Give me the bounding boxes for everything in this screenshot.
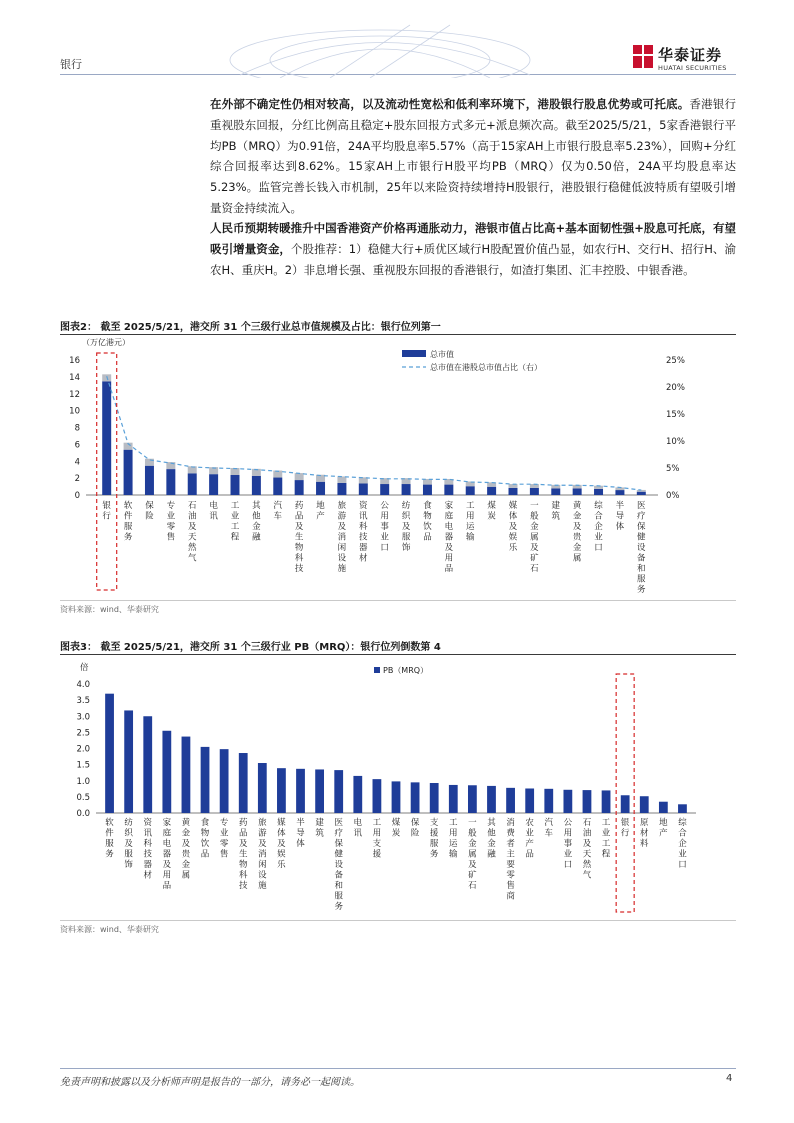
bar-pb [315,769,324,813]
x-tick-label: 一般金属及矿石 [468,818,477,891]
x-tick-label: 半导体 [296,818,305,849]
bar-total-market-cap [487,487,496,495]
y-tick-left-label: 4 [74,457,80,468]
x-tick-label: 食物饮品 [423,501,432,543]
bar-cap-highlight [295,473,304,480]
bar-total-market-cap [444,485,453,495]
bar-total-market-cap [102,381,111,495]
bar-cap-highlight [145,459,154,466]
bar-total-market-cap [166,469,175,495]
bar-pb [563,790,572,813]
x-tick-label: 工用支援 [372,818,382,860]
figure2-chart [60,336,736,596]
bar-pb [468,785,477,813]
x-tick-label: 软件服务 [105,818,114,860]
x-tick-label: 媒体及娱乐 [277,818,286,870]
bar-pb [201,747,210,813]
x-tick-label: 旅游及消闲设施 [258,818,267,891]
x-tick-label: 药品及生物科技 [238,818,248,891]
company-logo: 华泰证券 HUATAI SECURITIES [632,42,742,76]
x-tick-label: 地产 [659,818,668,839]
x-tick-label: 工业工程 [230,501,240,543]
y-tick-right-label: 10% [666,437,685,447]
y-tick-left-label: 16 [69,356,80,366]
bar-total-market-cap [466,486,475,495]
y-axis-unit-label: 倍 [80,663,89,673]
x-tick-label: 地产 [316,501,325,522]
y-tick-label: 2.0 [76,744,90,755]
legend-swatch-bar [402,350,426,357]
x-tick-label: 一般金属及矿石 [530,501,539,574]
y-tick-label: 2.5 [76,728,90,739]
bar-total-market-cap [423,485,432,495]
bar-total-market-cap [252,476,261,495]
x-tick-label: 家庭电器及用品 [162,818,172,891]
figure3-source: 资料来源：wind、华泰研究 [60,925,159,934]
bar-total-market-cap [124,450,133,495]
x-tick-label: 旅游及消闲设施 [337,501,347,574]
bar-pb [621,795,630,813]
bar-pb [487,786,496,813]
bar-pb [373,779,382,813]
bar-pb [411,782,420,813]
y-tick-right-label: 15% [666,410,685,420]
bar-pb [430,783,439,813]
y-tick-label: 1.0 [76,776,90,787]
x-tick-label: 家庭电器及用品 [444,501,454,574]
x-tick-label: 汽车 [273,501,283,522]
bar-total-market-cap [402,484,411,495]
x-tick-label: 保险 [145,501,154,522]
x-tick-label: 食物饮品 [200,818,210,860]
x-tick-label: 纺织及服饰 [124,818,133,870]
x-tick-label: 其他金融 [487,818,496,860]
body-paragraph-1: 在外部不确定性仍相对较高，以及流动性宽松和低利率环境下，港股银行股息优势或可托底。香港银行重视股东回报，分红比例高且稳定+股东回报方式多元+派息频次高。截至2025/5/21，5家香港银行平均PB（MRQ）为0.91倍，24A平均股息率5.57%（高于15家AH上市银行股息率5.23%），回购+分红综合回报率达到8.62%。15家AH上市银行H股平均PB（MRQ）仅为0.50倍，24A平均股息率达5.23%。监管完善长钱入市机制，25年以来险资持续增持H股银行，港股银行稳健低波特质有望吸引增量资金持续流入。 [210,97,737,215]
x-tick-label: 公用事业口 [563,818,573,870]
bar-pb [583,790,592,813]
y-tick-left-label: 14 [69,372,80,383]
bar-total-market-cap [573,488,582,495]
y-axis-unit-label: （万亿港元） [82,338,130,347]
figure2-top-rule [60,334,736,335]
bar-pb [678,804,687,813]
section-tag: 银行 [60,58,82,71]
y-tick-label: 1.5 [76,760,90,771]
x-tick-label: 建筑 [551,501,561,522]
bar-total-market-cap [359,483,368,495]
bar-total-market-cap [295,480,304,495]
x-tick-label: 消费者主要零售商 [506,818,515,902]
x-tick-label: 煤炭 [391,818,401,839]
x-tick-label: 石油及天然气 [187,501,197,564]
x-tick-label: 公用事业口 [380,501,389,553]
bar-pb [506,788,515,813]
bar-total-market-cap [231,475,240,495]
footer-rule [60,1068,736,1069]
figure3-bottom-rule [60,920,736,921]
y-tick-left-label: 2 [74,474,80,485]
x-tick-label: 电讯 [353,818,363,839]
x-tick-label: 综合企业口 [678,818,687,870]
bar-pb [640,796,649,813]
x-tick-label: 原材料 [640,818,649,849]
x-tick-label: 保险 [410,818,420,839]
bar-pb [182,737,191,813]
bar-pb [258,763,267,813]
bar-pb [277,768,286,813]
y-tick-left-label: 0 [74,491,80,501]
x-tick-label: 纺织及服饰 [401,501,411,553]
legend-label-bar: PB（MRQ） [383,666,429,675]
figure2-title: 图表2： 截至 2025/5/21，港交所 31 个三级行业总市值规模及占比：银行位列第一 [60,322,441,333]
bar-total-market-cap [273,478,282,495]
x-tick-label: 工用运输 [465,501,475,543]
bar-pb [659,802,668,813]
legend-label-line: 总市值在港股总市值占比（右） [430,363,542,372]
x-tick-label: 专业零售 [166,501,176,543]
x-tick-label: 电讯 [209,501,218,522]
series-line-share [107,376,642,490]
bar-total-market-cap [337,483,346,495]
bar-total-market-cap [380,484,389,495]
y-tick-label: 3.0 [76,712,90,723]
x-tick-label: 资讯科技器材 [143,818,152,881]
y-tick-label: 4.0 [76,680,90,690]
figure3-chart [60,656,736,918]
bar-pb [449,785,458,813]
y-tick-right-label: 25% [666,356,685,366]
x-tick-label: 黄金及贵金属 [572,501,582,564]
bar-pb [525,788,534,813]
x-tick-label: 软件服务 [123,501,133,543]
y-tick-right-label: 20% [666,383,685,393]
bar-total-market-cap [530,488,539,495]
bar-pb [220,749,229,813]
bar-pb [124,710,133,813]
bar-total-market-cap [615,490,624,495]
bar-pb [353,776,362,813]
y-tick-right-label: 0% [666,491,680,501]
bar-total-market-cap [145,466,154,495]
y-tick-left-label: 10 [69,406,80,417]
bar-pb [544,789,553,813]
highlight-box [616,674,634,912]
x-tick-label: 农业产品 [525,818,534,860]
x-tick-label: 汽车 [544,818,554,839]
x-tick-label: 半导体 [615,501,625,532]
header-decoration [220,20,550,78]
x-tick-label: 医疗保健设备和服务 [334,818,343,912]
x-tick-label: 工业工程 [601,818,611,860]
x-tick-label: 银行 [102,501,111,522]
bar-pb [143,716,152,813]
figure2-bottom-rule [60,600,736,601]
logo-mark-icon [632,44,654,70]
page-number: 4 [726,1073,733,1084]
x-tick-label: 石油及天然气 [582,818,592,881]
y-tick-left-label: 12 [69,389,80,400]
x-tick-label: 药品及生物科技 [294,501,304,574]
figure3-top-rule [60,654,736,655]
x-tick-label: 医疗保健设备和服务 [637,501,646,595]
y-tick-left-label: 8 [74,423,80,434]
bar-pb [105,694,114,813]
bar-pb [602,790,611,813]
bar-cap-highlight [637,490,646,492]
bar-pb [239,753,248,813]
y-tick-right-label: 5% [666,464,680,474]
bar-total-market-cap [209,474,218,495]
x-tick-label: 支援服务 [429,818,439,860]
legend-swatch-bar [374,667,380,673]
x-tick-label: 煤炭 [487,501,496,522]
figure2-source: 资料来源：wind、华泰研究 [60,605,159,614]
x-tick-label: 资讯科技器材 [359,501,368,564]
y-tick-left-label: 6 [74,440,80,451]
x-tick-label: 工用运输 [449,818,458,860]
legend-label-bar: 总市值 [430,350,454,359]
x-tick-label: 媒体及娱乐 [508,501,518,553]
footer-disclaimer: 免责声明和披露以及分析师声明是报告的一部分，请务必一起阅读。 [60,1077,360,1088]
x-tick-label: 银行 [620,818,630,839]
figure3-title: 图表3： 截至 2025/5/21，港交所 31 个三级行业 PB（MRQ）：银行位列倒数第 4 [60,642,441,653]
bar-total-market-cap [551,488,560,495]
x-tick-label: 专业零售 [219,818,229,860]
bar-total-market-cap [188,473,197,495]
y-tick-label: 3.5 [76,696,90,707]
x-tick-label: 其他金融 [252,501,261,543]
x-tick-label: 黄金及贵金属 [181,818,191,881]
bar-cap-highlight [337,476,346,482]
bar-pb [334,770,343,813]
bar-pb [162,731,171,813]
bar-pb [392,781,401,813]
bar-pb [296,769,305,813]
body-paragraph-2: 人民币预期转暖推升中国香港资产价格再通胀动力，港银市值占比高+基本面韧性强+股息可托底，有望吸引增量资金，个股推荐：1）稳健大行+质优区域行H股配置价值凸显，如农行H、交行H、招行H、渝农H、重庆H。2）非息增长强、重视股东回报的香港银行，如渣打集团、汇丰控股、中银香港。 [210,221,736,277]
bar-total-market-cap [637,492,646,495]
bar-total-market-cap [509,488,518,495]
bar-total-market-cap [594,489,603,495]
y-tick-label: 0.5 [76,792,90,803]
y-tick-label: 0.0 [76,809,90,819]
x-tick-label: 建筑 [315,818,324,839]
x-tick-label: 综合企业口 [594,501,603,553]
bar-total-market-cap [316,482,325,495]
